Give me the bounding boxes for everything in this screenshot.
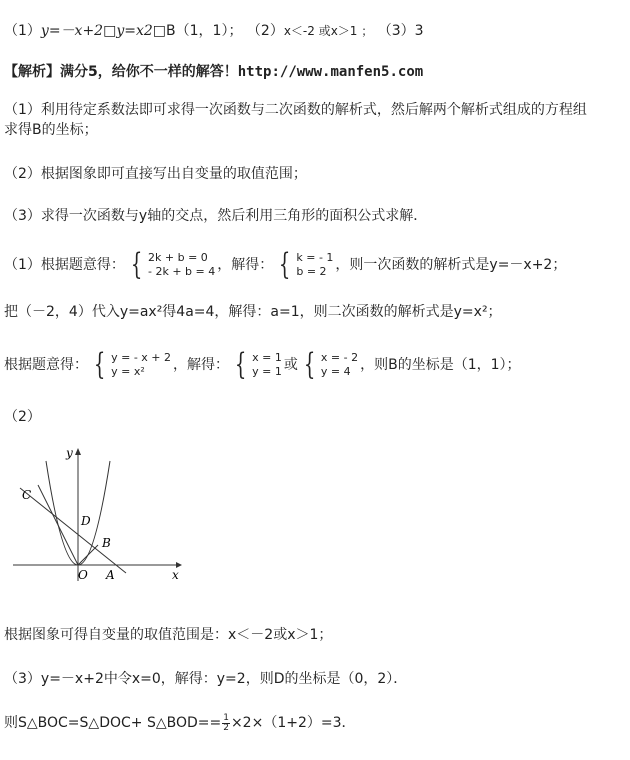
step3-line: （3）求得一次函数与y轴的交点，然后利用三角形的面积公式求解． xyxy=(4,208,428,224)
solution-p1 xyxy=(4,247,567,282)
solution-p7-prefix: 则S△BOC=S△DOC+ S△BOD== xyxy=(4,715,222,731)
answer-line-func: y=－x+2 xyxy=(40,23,104,39)
answer-part1-label: （1） xyxy=(4,23,41,39)
answer-part3-label: （3） xyxy=(377,23,415,39)
answer-part2-label: （2） xyxy=(246,23,284,39)
answer-sep2: □ xyxy=(152,23,167,39)
linear-function-line xyxy=(20,488,126,573)
y-axis-arrow-icon xyxy=(75,448,81,455)
solution-p3 xyxy=(4,347,521,382)
sol2b-x: x = - 2 xyxy=(320,351,359,364)
label-b: B xyxy=(102,536,111,550)
answer-part3-value: 3 xyxy=(414,23,424,39)
system1-eq1: 2k + b = 0 xyxy=(148,251,208,264)
solution-p4: （2） xyxy=(4,409,41,425)
brace-icon: { xyxy=(234,347,247,382)
step2-line: （2）根据图象即可直接写出自变量的取值范围； xyxy=(4,166,307,182)
analysis-header xyxy=(4,62,423,82)
system-eq-1 xyxy=(127,247,216,282)
solution-p6: （3）y=－x+2中令x=0，解得：y=2，则D的坐标是（0，2）． xyxy=(4,671,408,687)
sol1-b: b = 2 xyxy=(296,265,327,278)
solution-p5: 根据图象可得自变量的取值范围是：x＜－2或x＞1； xyxy=(4,627,333,643)
label-o: O xyxy=(78,568,88,582)
label-x: x xyxy=(172,568,179,582)
solution-p7 xyxy=(4,713,356,733)
solution-p2: 把（－2，4）代入y=ax²得4a=4，解得：a=1，则二次函数的解析式是y=x²； xyxy=(4,304,502,320)
answer-part2-text: x＜-2 或x＞1 ； xyxy=(283,24,374,38)
sol2b-y: y = 4 xyxy=(320,365,351,378)
label-c: C xyxy=(22,488,32,502)
frac-den: 2 xyxy=(223,722,229,733)
system-sol-2b xyxy=(300,347,359,382)
solution-p1-mid: ，解得： xyxy=(217,257,274,273)
solution-p7-suffix: ×2×（1+2）=3． xyxy=(230,715,356,731)
brace-icon: { xyxy=(279,247,291,282)
brace-icon: { xyxy=(130,247,143,282)
step1-line-b: 求得B的坐标； xyxy=(4,122,98,138)
solution-p3-suffix: ，则B的坐标是（1，1）； xyxy=(360,357,521,373)
system2-eq2: y = x² xyxy=(111,365,145,378)
segment-ob xyxy=(78,545,98,565)
system2-eq1: y = - x + 2 xyxy=(111,351,171,364)
answer-line xyxy=(4,21,424,41)
answer-parab-func: y=x2 xyxy=(116,23,153,39)
label-y: y xyxy=(66,446,73,460)
solution-p1-prefix: （1）根据题意得： xyxy=(4,257,125,273)
solution-p1-suffix: ，则一次函数的解析式是y=－x+2； xyxy=(335,257,567,273)
frac-num: 1 xyxy=(223,712,229,723)
segment-oc xyxy=(38,485,78,565)
brace-icon: { xyxy=(303,347,316,382)
system1-eq2: - 2k + b = 4 xyxy=(148,265,216,278)
function-graph xyxy=(8,443,188,583)
site-url: http://www.manfen5.com xyxy=(237,64,424,80)
system-eq-2 xyxy=(90,347,171,382)
analysis-tagline: 满分5，给你不一样的解答！ xyxy=(60,64,238,80)
sol1-k: k = - 1 xyxy=(296,251,334,264)
solution-p3-prefix: 根据题意得： xyxy=(4,357,88,373)
sol2a-x: x = 1 xyxy=(252,351,282,364)
label-d: D xyxy=(81,514,91,528)
system-sol-1 xyxy=(275,247,334,282)
analysis-bracket: 【解析】 xyxy=(4,64,60,80)
fraction-half xyxy=(222,714,230,733)
answer-sep: □ xyxy=(103,23,117,39)
system-sol-2a xyxy=(231,347,282,382)
brace-icon: { xyxy=(93,347,106,382)
label-a: A xyxy=(106,568,115,582)
solution-p3-mid: ，解得： xyxy=(173,357,229,373)
step1-line-a: （1）利用待定系数法即可求得一次函数与二次函数的解析式，然后解两个解析式组成的方程组 xyxy=(4,102,587,118)
answer-point-b: B（1，1）； xyxy=(166,23,243,39)
sol2a-y: y = 1 xyxy=(252,365,282,378)
solution-p3-or: 或 xyxy=(283,357,298,373)
